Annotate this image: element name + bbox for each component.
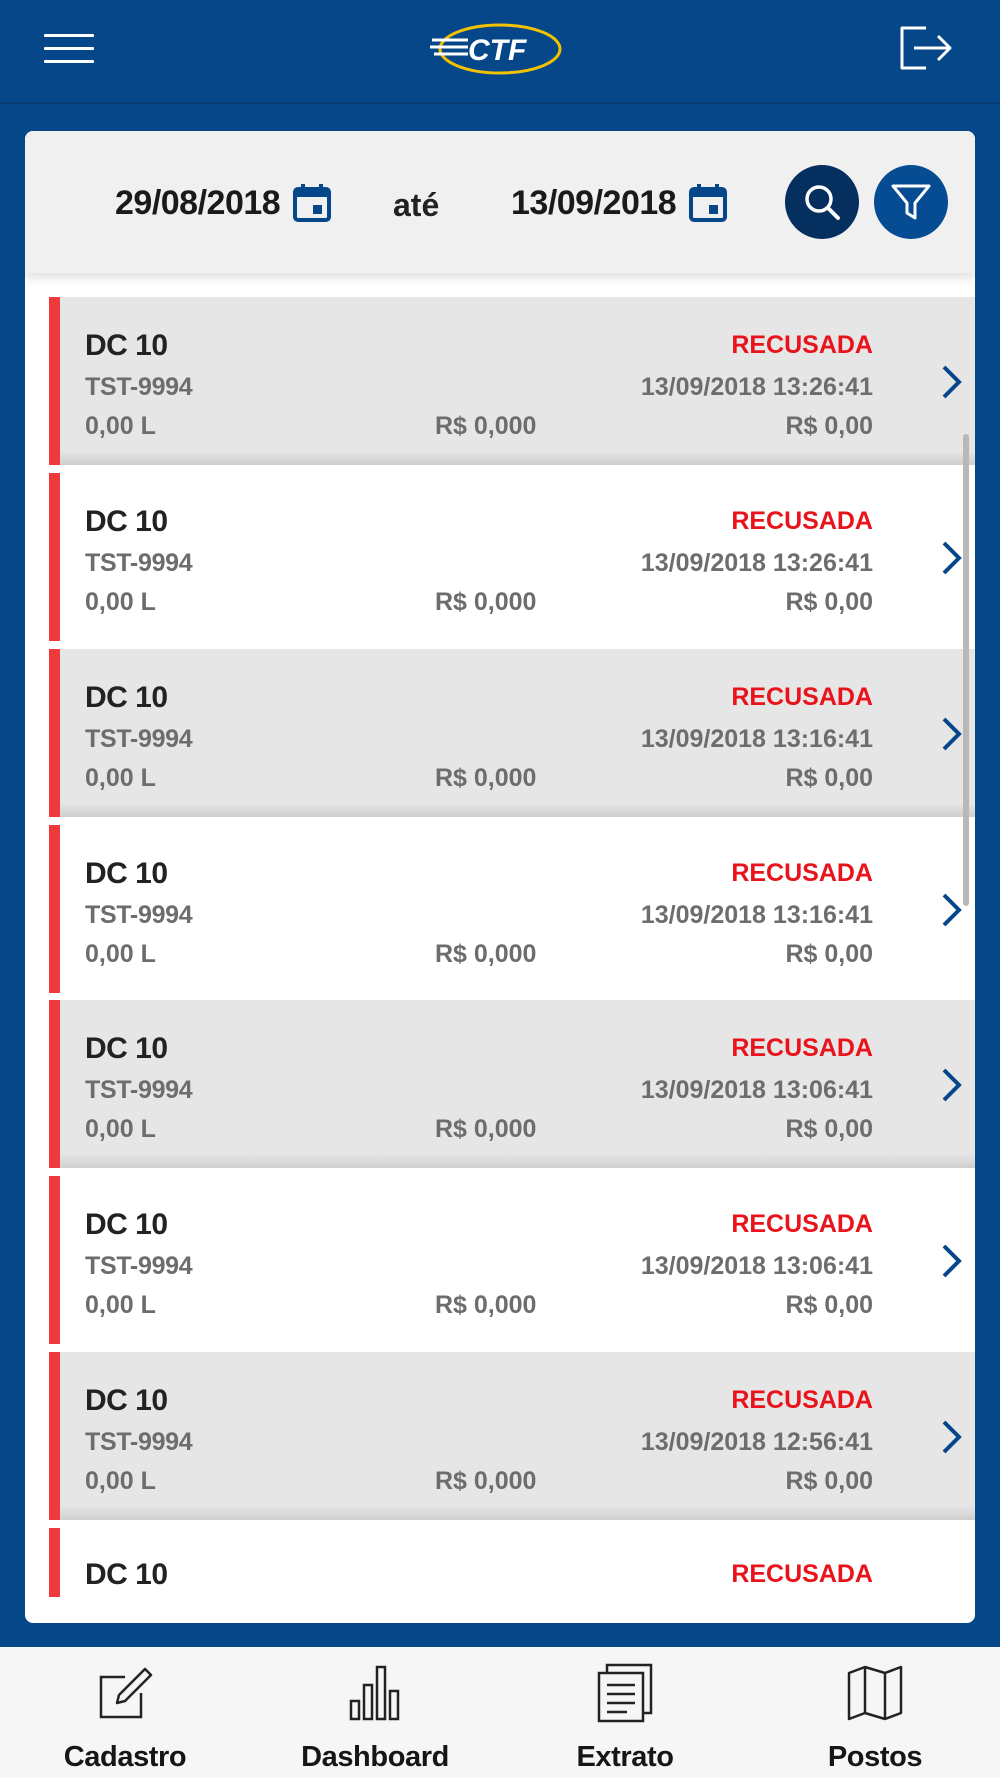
vehicle-plate: TST-9994 [85, 1252, 193, 1280]
transaction-total: R$ 0,00 [785, 412, 873, 440]
search-icon [802, 182, 842, 222]
nav-label: Cadastro [63, 1741, 187, 1773]
logout-icon[interactable] [896, 22, 954, 74]
vehicle-name: DC 10 [85, 329, 168, 362]
transaction-item[interactable] [49, 649, 975, 817]
filter-icon [890, 181, 932, 223]
chevron-right-icon[interactable] [939, 715, 965, 753]
fuel-volume: 0,00 L [85, 1467, 156, 1495]
unit-price: R$ 0,000 [435, 412, 537, 440]
list-scrollbar[interactable] [963, 434, 969, 906]
transaction-item[interactable] [49, 825, 975, 993]
nav-label: Dashboard [301, 1741, 449, 1773]
status-badge: RECUSADA [731, 331, 873, 359]
status-accent-bar [49, 1528, 60, 1597]
status-badge: RECUSADA [731, 507, 873, 535]
transaction-total: R$ 0,00 [785, 764, 873, 792]
transaction-item[interactable] [49, 297, 975, 465]
transaction-item[interactable] [49, 1000, 975, 1168]
filter-button[interactable] [874, 165, 948, 239]
chevron-right-icon[interactable] [939, 1418, 965, 1456]
start-date-field[interactable] [115, 181, 332, 225]
edit-icon [95, 1663, 155, 1723]
chevron-right-icon[interactable] [939, 1242, 965, 1280]
fuel-volume: 0,00 L [85, 764, 156, 792]
transactions-card [25, 131, 975, 1623]
transaction-item[interactable] [49, 1176, 975, 1344]
status-badge: RECUSADA [731, 1386, 873, 1414]
vehicle-plate: TST-9994 [85, 1428, 193, 1456]
vehicle-plate: TST-9994 [85, 373, 193, 401]
transactions-list [49, 297, 975, 1597]
vehicle-plate: TST-9994 [85, 901, 193, 929]
ctf-logo [428, 20, 564, 78]
start-date-value: 29/08/2018 [115, 183, 281, 222]
nav-label: Extrato [576, 1741, 674, 1773]
unit-price: R$ 0,000 [435, 1115, 537, 1143]
transaction-total: R$ 0,00 [785, 940, 873, 968]
status-badge: RECUSADA [731, 1560, 873, 1588]
status-badge: RECUSADA [731, 1034, 873, 1062]
chevron-right-icon[interactable] [939, 539, 965, 577]
vehicle-name: DC 10 [85, 1208, 168, 1241]
transaction-datetime: 13/09/2018 13:16:41 [640, 725, 873, 753]
date-range-separator: até [393, 187, 440, 223]
fuel-volume: 0,00 L [85, 1291, 156, 1319]
unit-price: R$ 0,000 [435, 1291, 537, 1319]
transaction-datetime: 13/09/2018 13:06:41 [640, 1076, 873, 1104]
transaction-datetime: 13/09/2018 12:56:41 [640, 1428, 873, 1456]
vehicle-name: DC 10 [85, 1032, 168, 1065]
transaction-total: R$ 0,00 [785, 588, 873, 616]
status-accent-bar [49, 1176, 60, 1344]
date-filter-bar [25, 131, 975, 273]
unit-price: R$ 0,000 [435, 764, 537, 792]
vehicle-plate: TST-9994 [85, 725, 193, 753]
nav-dashboard[interactable] [250, 1647, 500, 1778]
status-badge: RECUSADA [731, 683, 873, 711]
status-badge: RECUSADA [731, 1210, 873, 1238]
fuel-volume: 0,00 L [85, 412, 156, 440]
svg-text:CTF: CTF [468, 34, 527, 67]
transaction-total: R$ 0,00 [785, 1467, 873, 1495]
calendar-icon[interactable] [292, 183, 332, 223]
bottom-navigation [0, 1647, 1000, 1778]
transaction-total: R$ 0,00 [785, 1115, 873, 1143]
unit-price: R$ 0,000 [435, 588, 537, 616]
hamburger-icon[interactable] [44, 28, 96, 68]
status-accent-bar [49, 1000, 60, 1168]
end-date-field[interactable] [511, 181, 728, 225]
vehicle-plate: TST-9994 [85, 549, 193, 577]
status-accent-bar [49, 825, 60, 993]
vehicle-name: DC 10 [85, 1384, 168, 1417]
transaction-item[interactable] [49, 1352, 975, 1520]
transaction-datetime: 13/09/2018 13:26:41 [640, 373, 873, 401]
vehicle-name: DC 10 [85, 681, 168, 714]
transaction-item[interactable] [49, 1528, 975, 1597]
nav-postos[interactable] [750, 1647, 1000, 1778]
bar-chart-icon [345, 1663, 405, 1723]
fuel-volume: 0,00 L [85, 940, 156, 968]
transaction-total: R$ 0,00 [785, 1291, 873, 1319]
end-date-value: 13/09/2018 [511, 183, 677, 222]
nav-cadastro[interactable] [0, 1647, 250, 1778]
unit-price: R$ 0,000 [435, 1467, 537, 1495]
search-button[interactable] [785, 165, 859, 239]
document-icon [595, 1663, 655, 1723]
fuel-volume: 0,00 L [85, 1115, 156, 1143]
chevron-right-icon[interactable] [939, 1066, 965, 1104]
transaction-datetime: 13/09/2018 13:16:41 [640, 901, 873, 929]
status-accent-bar [49, 473, 60, 641]
transaction-datetime: 13/09/2018 13:06:41 [640, 1252, 873, 1280]
chevron-right-icon[interactable] [939, 363, 965, 401]
chevron-right-icon[interactable] [939, 891, 965, 929]
status-accent-bar [49, 297, 60, 465]
status-accent-bar [49, 649, 60, 817]
transaction-datetime: 13/09/2018 13:26:41 [640, 549, 873, 577]
map-icon [845, 1663, 905, 1723]
vehicle-name: DC 10 [85, 857, 168, 890]
vehicle-name: DC 10 [85, 505, 168, 538]
status-badge: RECUSADA [731, 859, 873, 887]
nav-extrato[interactable] [500, 1647, 750, 1778]
unit-price: R$ 0,000 [435, 940, 537, 968]
fuel-volume: 0,00 L [85, 588, 156, 616]
status-accent-bar [49, 1352, 60, 1520]
transaction-item[interactable] [49, 473, 975, 641]
calendar-icon[interactable] [688, 183, 728, 223]
vehicle-plate: TST-9994 [85, 1076, 193, 1104]
app-header [0, 0, 1000, 104]
vehicle-name: DC 10 [85, 1558, 168, 1591]
nav-label: Postos [827, 1741, 923, 1773]
